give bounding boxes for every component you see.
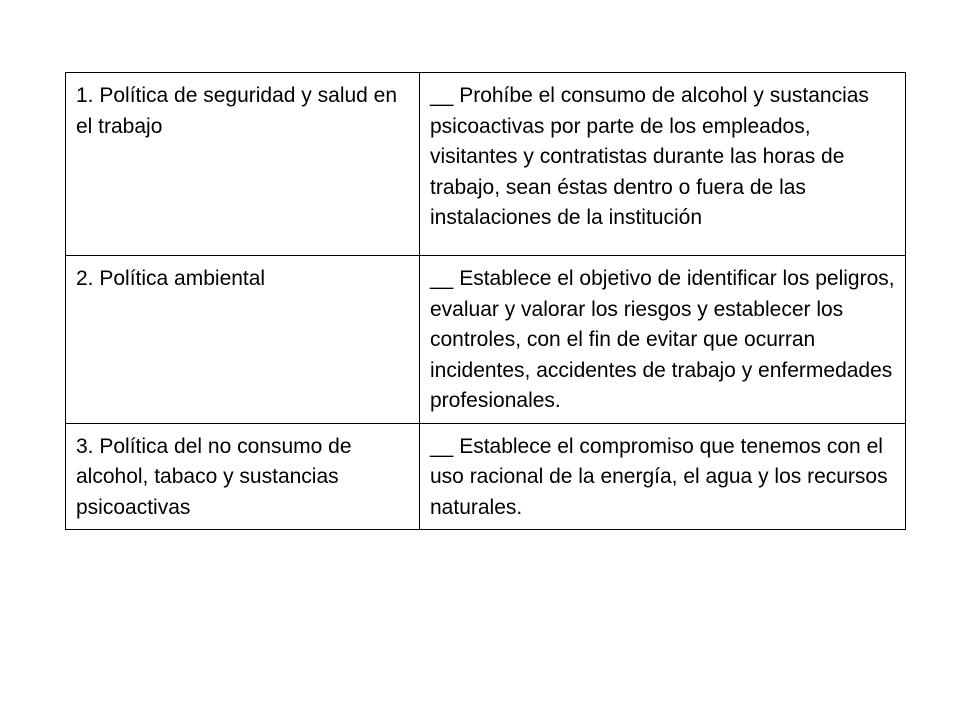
table-row — [66, 423, 906, 530]
table-row — [66, 256, 906, 424]
description-cell: __ Prohíbe el consumo de alcohol y sustancias psicoactivas por parte de los empleados, visitantes y contratistas durante las horas de trabajo, sean éstas dentro o fuera de las instalaciones de la institución — [420, 73, 906, 256]
policy-cell: 1. Política de seguridad y salud en el trabajo — [66, 73, 420, 256]
description-cell: __ Establece el objetivo de identificar los peligros, evaluar y valorar los riesgos y establecer los controles, con el fin de evitar que ocurran incidentes, accidentes de trabajo y enfermedades profesionales. — [420, 256, 906, 424]
policy-matching-table — [65, 72, 906, 530]
description-cell: __ Establece el compromiso que tenemos con el uso racional de la energía, el agua y los recursos naturales. — [420, 423, 906, 530]
policy-cell: 3. Política del no consumo de alcohol, tabaco y sustancias psicoactivas — [66, 423, 420, 530]
table-row — [66, 73, 906, 256]
policy-cell: 2. Política ambiental — [66, 256, 420, 424]
